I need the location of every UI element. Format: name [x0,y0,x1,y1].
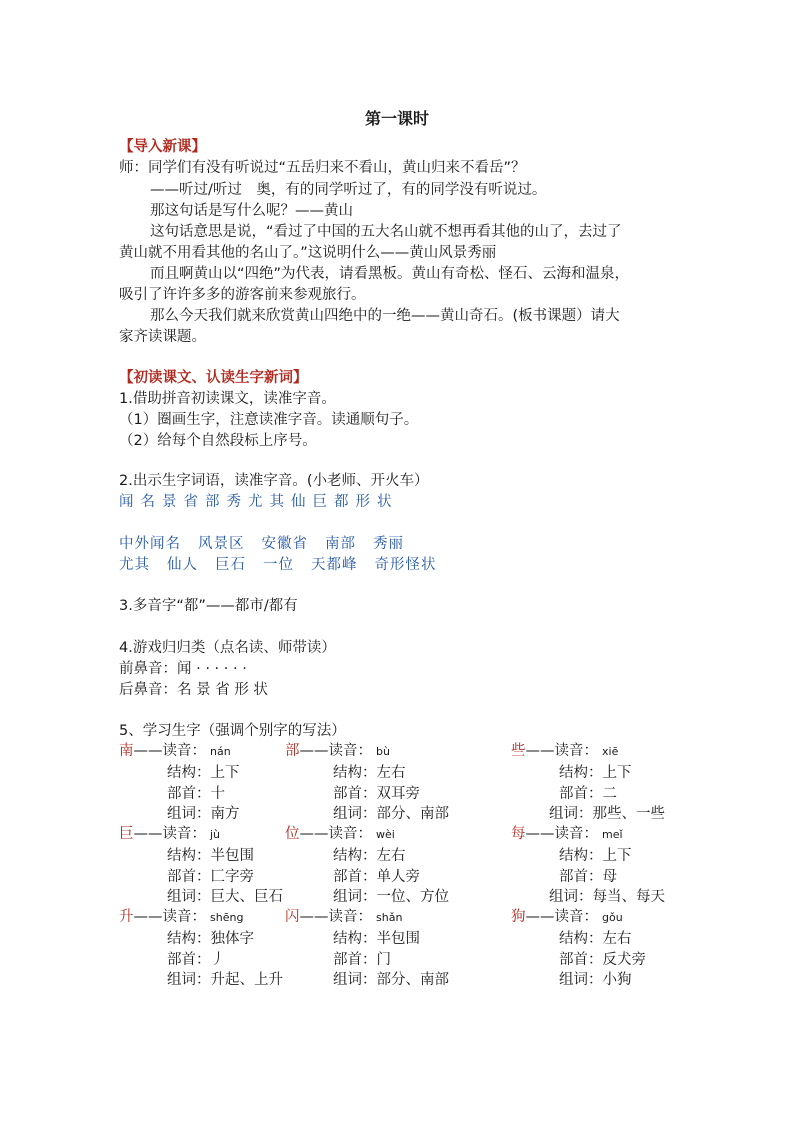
label-structure: 结构： [333,930,377,947]
radical-value: 匚字旁 [210,868,254,885]
new-char: 仙 [291,494,307,510]
char-card [285,824,449,908]
label-structure: 结构： [559,930,603,947]
label-radical: 部首： [559,785,603,802]
study-char: 每 [511,826,526,842]
label-reading: ——读音： [133,743,206,759]
label-reading: ——读音： [299,909,372,925]
radical-value: 反犬旁 [602,951,646,968]
word: 仙人 [167,557,198,573]
intro-line-5: 黄山就不用看其他的名山了。”这说明什么——黄山风景秀丽 [119,245,497,261]
radical-value: 单人旁 [376,868,420,885]
study-char: 南 [119,743,134,759]
words-value: 小狗 [602,972,632,989]
label-reading: ——读音： [525,909,598,925]
radical-value: 丿 [210,951,225,968]
label-words: 组词： [559,972,603,989]
pinyin: xiē [602,745,619,758]
char-card [285,741,449,825]
reading-step-1b: （2）给每个自然段标上序号。 [119,433,317,449]
label-structure: 结构： [333,847,377,864]
new-char: 巨 [312,494,328,510]
study-char: 些 [511,743,526,759]
word: 奇形怪状 [374,557,437,573]
label-radical: 部首： [167,785,211,802]
pinyin: bù [376,745,390,758]
label-words: 组词： [333,806,377,823]
reading-step-1a: （1）圈画生字，注意读准字音。读通顺句子。 [119,412,419,428]
pinyin: wèi [376,828,395,841]
structure-value: 独体字 [210,930,254,947]
label-reading: ——读音： [299,743,372,759]
radical-value: 二 [602,785,617,802]
word-row-1 [119,534,421,554]
structure-value: 上下 [602,847,632,864]
word: 巨石 [215,557,246,573]
radical-value: 门 [376,951,391,968]
words-value: 一位、方位 [376,889,449,906]
word: 安徽省 [261,536,308,552]
words-value: 每当、每天 [592,889,665,906]
words-value: 部分、南部 [376,806,449,823]
label-radical: 部首： [333,951,377,968]
words-value: 巨大、巨石 [210,889,283,906]
reading-heading: 【初读课文、认读生字新词】 [119,370,308,386]
radical-value: 双耳旁 [376,785,420,802]
intro-line-8: 那么今天我们就来欣赏黄山四绝中的一绝——黄山奇石。(板书课题）请大 [150,308,620,324]
char-card [119,824,283,908]
intro-line-2: ——听过/听过 奥，有的同学听过了，有的同学没有听说过。 [150,182,547,198]
back-nasal-line: 后鼻音：名 景 省 形 状 [119,682,268,698]
structure-value: 半包围 [210,847,254,864]
words-value: 那些、一些 [592,806,665,823]
label-radical: 部首： [167,951,211,968]
reading-step-1: 1.借助拼音初读课文，读准字音。 [119,391,336,407]
new-char: 秀 [226,494,242,510]
reading-step-3: 3.多音字“都”——都市/都有 [119,598,298,614]
label-words: 组词： [549,806,593,823]
pinyin: meǐ [602,828,623,841]
label-reading: ——读音： [299,826,372,842]
label-structure: 结构： [559,847,603,864]
label-radical: 部首： [559,951,603,968]
words-value: 部分、南部 [376,972,449,989]
study-char: 位 [285,826,300,842]
label-structure: 结构： [559,764,603,781]
word: 中外闻名 [119,536,181,552]
label-structure: 结构： [167,847,211,864]
word: 风景区 [198,536,245,552]
new-char: 都 [334,494,350,510]
intro-line-3: 那这句话是写什么呢？——黄山 [150,203,353,219]
word: 天都峰 [311,557,358,573]
char-card [119,907,283,991]
new-char: 形 [355,494,371,510]
study-char: 升 [119,909,134,925]
label-words: 组词： [167,889,211,906]
new-char: 省 [183,494,199,510]
label-radical: 部首： [333,785,377,802]
new-char: 部 [205,494,221,510]
intro-line-6: 而且啊黄山以“四绝”为代表，请看黑板。黄山有奇松、怪石、云海和温泉， [150,266,630,282]
label-words: 组词： [167,972,211,989]
structure-value: 左右 [376,847,406,864]
structure-value: 左右 [376,764,406,781]
structure-value: 上下 [210,764,240,781]
new-char: 尤 [248,494,264,510]
structure-value: 半包围 [376,930,420,947]
new-char: 名 [140,494,156,510]
label-radical: 部首： [333,868,377,885]
new-char: 其 [269,494,285,510]
label-radical: 部首： [167,868,211,885]
structure-value: 左右 [602,930,632,947]
pinyin: shēng [210,911,244,924]
char-card [511,824,665,908]
intro-line-1: 师：同学们有没有听说过“五岳归来不看山，黄山归来不看岳”？ [119,160,526,176]
label-reading: ——读音： [133,826,206,842]
reading-step-2: 2.出示生字词语，读准字音。(小老师、开火车） [119,473,429,489]
intro-line-9: 家齐读课题。 [119,329,206,345]
words-value: 南方 [210,806,240,823]
study-char: 狗 [511,909,526,925]
label-words: 组词： [549,889,593,906]
new-char-list [119,492,399,512]
study-char: 闪 [285,909,300,925]
char-card [119,741,240,825]
word: 尤其 [119,557,150,573]
label-radical: 部首： [559,868,603,885]
reading-step-5: 5、学习生字（强调个别字的写法） [119,723,346,739]
word: 一位 [263,557,294,573]
study-char: 巨 [119,826,134,842]
words-value: 升起、上升 [210,972,283,989]
pinyin: jù [210,828,221,841]
new-char: 状 [377,494,393,510]
label-reading: ——读音： [525,743,598,759]
label-structure: 结构： [167,930,211,947]
intro-line-4: 这句话意思是说，“看过了中国的五大名山就不想再看其他的山了，去过了 [150,224,622,240]
char-card [511,907,646,991]
label-reading: ——读音： [525,826,598,842]
word-row-2 [119,555,454,575]
label-reading: ——读音： [133,909,206,925]
study-char: 部 [285,743,300,759]
reading-step-4: 4.游戏归归类（点名读、师带读） [119,640,336,656]
new-char: 景 [162,494,178,510]
radical-value: 母 [602,868,617,885]
label-structure: 结构： [333,764,377,781]
pinyin: nán [210,745,231,758]
page-title: 第一课时 [364,109,429,128]
label-words: 组词： [167,806,211,823]
char-card [511,741,665,825]
pinyin: gǒu [602,911,623,924]
radical-value: 十 [210,785,225,802]
word: 南部 [325,536,356,552]
front-nasal-line: 前鼻音：闻 · · · · · · [119,661,247,677]
label-words: 组词： [333,889,377,906]
structure-value: 上下 [602,764,632,781]
pinyin: shǎn [376,911,403,924]
label-words: 组词： [333,972,377,989]
new-char: 闻 [119,494,135,510]
intro-line-7: 吸引了许许多多的游客前来参观旅行。 [119,287,366,303]
label-structure: 结构： [167,764,211,781]
intro-heading: 【导入新课】 [119,139,206,155]
char-card [285,907,449,991]
word: 秀丽 [373,536,404,552]
